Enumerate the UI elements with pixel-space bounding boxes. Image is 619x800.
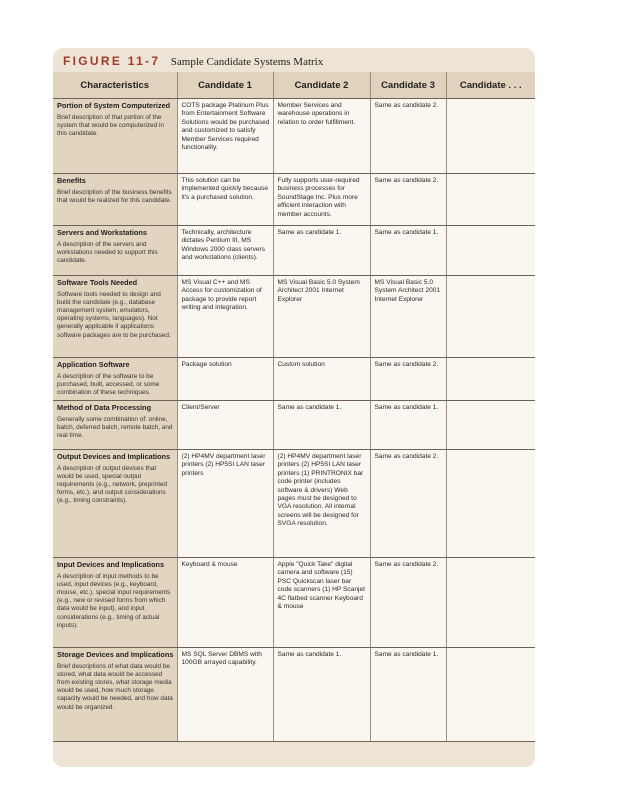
characteristic-title: Software Tools Needed	[57, 278, 138, 287]
candidate-more-cell	[446, 450, 535, 558]
table-row	[53, 226, 535, 276]
figure-panel	[53, 48, 535, 767]
candidate-3-cell: Same as candidate 1.	[370, 226, 446, 276]
table-row	[53, 450, 535, 558]
candidate-2-cell: Same as candidate 1.	[273, 648, 370, 742]
candidate-1-cell: Package solution	[177, 358, 273, 401]
candidate-2-cell: Fully supports user-required business processes for SoundStage Inc. Plus more efficient interaction with member accounts.	[273, 174, 370, 226]
characteristic-description: A description of output devices that would be used, special output requirements (e.g., network, preprinted forms, etc.), and output considerations (e.g., timing constraints).	[57, 464, 168, 505]
candidate-more-cell	[446, 558, 535, 648]
candidate-3-cell: Same as candidate 2.	[370, 558, 446, 648]
characteristic-title: Input Devices and Implications	[57, 560, 165, 569]
characteristic-description: A description of the software to be purchased, built, accessed, or some combination of these techniques.	[57, 372, 160, 396]
characteristic-cell	[53, 276, 177, 358]
characteristic-cell	[53, 226, 177, 276]
candidate-2-cell: (2) HP4MV department laser printers (2) HP5SI LAN laser printers (1) PRINTRONIX bar code printer (includes software & drivers) Web pages must be designed to VGA resolution. All internal screens will be designed for SVGA resolution.	[273, 450, 370, 558]
candidate-systems-matrix	[53, 72, 535, 742]
characteristic-description: Generally some combination of: online, batch, deferred batch, remote batch, and real time.	[57, 415, 173, 439]
characteristic-title: Method of Data Processing	[57, 403, 152, 412]
table-row	[53, 401, 535, 450]
column-header-candidate-more: Candidate . . .	[446, 72, 535, 99]
candidate-3-cell: Same as candidate 1.	[370, 648, 446, 742]
characteristic-description: Brief descriptions of what data would be stored, what data would be accessed from existing stores, what storage media would be used, how much storage capacity would be needed, and how data would be organized.	[57, 662, 173, 711]
candidate-1-cell: MS SQL Server DBMS with 100GB arrayed capability.	[177, 648, 273, 742]
candidate-1-cell: This solution can be implemented quickly because it's a purchased solution.	[177, 174, 273, 226]
candidate-1-cell: Keyboard & mouse	[177, 558, 273, 648]
candidate-2-cell: Custom solution	[273, 358, 370, 401]
candidate-more-cell	[446, 648, 535, 742]
table-row	[53, 358, 535, 401]
figure-label: FIGURE 11-7	[63, 54, 161, 68]
figure-title	[63, 52, 323, 70]
candidate-2-cell: Same as candidate 1.	[273, 226, 370, 276]
column-header-candidate-3: Candidate 3	[370, 72, 446, 99]
candidate-3-cell: Same as candidate 2.	[370, 358, 446, 401]
candidate-3-cell: Same as candidate 2.	[370, 450, 446, 558]
characteristic-title: Application Software	[57, 360, 130, 369]
characteristic-cell	[53, 648, 177, 742]
candidate-1-cell: Technically, architecture dictates Pentium III, MS Windows 2000 class servers and workstations (clients).	[177, 226, 273, 276]
characteristic-title: Servers and Workstations	[57, 228, 147, 237]
candidate-1-cell: MS Visual C++ and MS Access for customization of package to provide report writing and integration.	[177, 276, 273, 358]
characteristic-cell	[53, 99, 177, 174]
candidate-3-cell: Same as candidate 1.	[370, 401, 446, 450]
characteristic-description: Brief description of that portion of the system that would be computerized in this candidate.	[57, 113, 164, 137]
candidate-1-cell: (2) HP4MV department laser printers (2) HP5SI LAN laser printers	[177, 450, 273, 558]
characteristic-cell	[53, 558, 177, 648]
characteristic-cell	[53, 358, 177, 401]
candidate-more-cell	[446, 358, 535, 401]
candidate-more-cell	[446, 226, 535, 276]
candidate-3-cell: Same as candidate 2.	[370, 99, 446, 174]
table-row	[53, 99, 535, 174]
characteristic-title: Output Devices and Implications	[57, 452, 171, 461]
column-header-candidate-1: Candidate 1	[177, 72, 273, 99]
table-row	[53, 648, 535, 742]
table-row	[53, 174, 535, 226]
characteristic-description: A description of the servers and workstations needed to support this candidate.	[57, 240, 158, 264]
candidate-more-cell	[446, 174, 535, 226]
table-row	[53, 558, 535, 648]
characteristic-title: Benefits	[57, 176, 86, 185]
column-header-candidate-2: Candidate 2	[273, 72, 370, 99]
candidate-3-cell: MS Visual Basic 5.0 System Architect 2001 Internet Explorer	[370, 276, 446, 358]
candidate-1-cell: Client/Server	[177, 401, 273, 450]
candidate-3-cell: Same as candidate 2.	[370, 174, 446, 226]
table-row	[53, 276, 535, 358]
header-row	[53, 72, 535, 99]
characteristic-description: Software tools needed to design and build the candidate (e.g., database management system, emulators, operating systems, languages). Not generally applicable if applications software packages are to be purchased.	[57, 290, 171, 339]
characteristic-cell	[53, 401, 177, 450]
column-header-characteristics: Characteristics	[53, 72, 177, 99]
candidate-2-cell: Apple "Quick Take" digital camera and software (15) PSC Quickscan laser bar code scanners (1) HP Scanjet 4C flatbed scanner Keyboard & mouse	[273, 558, 370, 648]
candidate-2-cell: Same as candidate 1.	[273, 401, 370, 450]
characteristic-title: Storage Devices and Implications	[57, 650, 174, 659]
candidate-2-cell: Member Services and warehouse operations in relation to order fulfillment.	[273, 99, 370, 174]
candidate-more-cell	[446, 99, 535, 174]
characteristic-cell	[53, 450, 177, 558]
characteristic-title: Portion of System Computerized	[57, 101, 171, 110]
characteristic-description: A description of input methods to be used, input devices (e.g., keyboard, mouse, etc.), special input requirements (e.g., new or revised forms from which data would be input), and input considerations (e.g., timing of actual inputs).	[57, 572, 171, 629]
characteristic-description: Brief description of the business benefits that would be realized for this candidate.	[57, 188, 172, 204]
candidate-2-cell: MS Visual Basic 5.0 System Architect 2001 Internet Explorer	[273, 276, 370, 358]
characteristic-cell	[53, 174, 177, 226]
candidate-more-cell	[446, 401, 535, 450]
candidate-more-cell	[446, 276, 535, 358]
figure-caption: Sample Candidate Systems Matrix	[170, 56, 324, 68]
candidate-1-cell: COTS package Platinum Plus from Entertainment Software Solutions would be purchased and customized to satisfy Member Services required functionality.	[177, 99, 273, 174]
